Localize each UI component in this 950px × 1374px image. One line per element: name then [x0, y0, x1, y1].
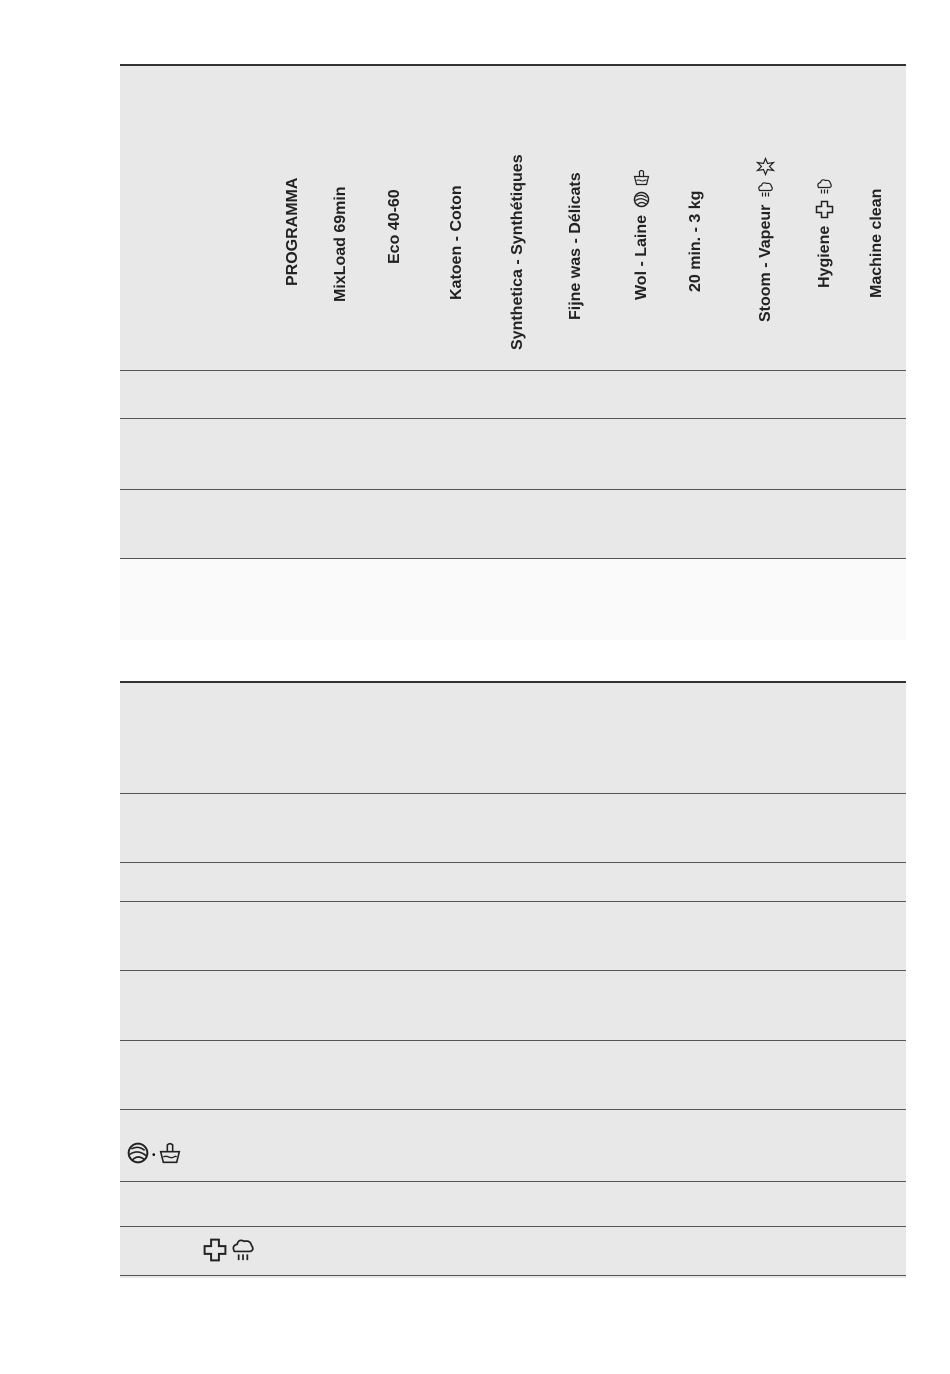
- header-programma: [284, 178, 302, 286]
- program-wol: [630, 171, 653, 300]
- row-divider: [120, 418, 906, 419]
- program-mixload: [332, 186, 350, 302]
- steam-cloud-icon: [757, 180, 775, 203]
- program-fijne-was: [567, 172, 585, 320]
- wool-ball-icon: [633, 190, 651, 213]
- steam-cloud-icon: [816, 177, 834, 200]
- row-divider: [120, 1226, 906, 1227]
- program-fijne-was-text: Fijne was - Délicats: [567, 172, 584, 320]
- program-options-panel: [120, 681, 906, 1278]
- row-divider: [120, 370, 906, 371]
- row-divider: [120, 1275, 906, 1276]
- program-machine-clean-text: Machine clean: [868, 188, 885, 298]
- program-20min: [687, 191, 705, 292]
- header-programma-text: PROGRAMMA: [284, 177, 301, 286]
- handwash-tub-icon: [158, 1141, 182, 1170]
- wool-ball-icon: [126, 1141, 150, 1170]
- row-divider: [120, 489, 906, 490]
- hygiene-icons: [202, 1237, 256, 1268]
- cross-plus-icon: [815, 199, 835, 224]
- table-row-empty: [120, 559, 906, 640]
- row-divider: [120, 970, 906, 971]
- steam-cloud-icon: [230, 1237, 256, 1268]
- program-hygiene: [812, 180, 837, 288]
- program-hygiene-text: Hygiene: [815, 225, 833, 288]
- row-divider: [120, 793, 906, 794]
- program-20min-text: 20 min. - 3 kg: [687, 190, 704, 292]
- program-synthetica-text: Synthetica - Synthétiques: [509, 154, 526, 350]
- program-eco-text: Eco 40-60: [386, 189, 403, 264]
- program-eco: [386, 189, 404, 264]
- program-katoen-text: Katoen - Coton: [448, 185, 465, 300]
- row-divider: [120, 862, 906, 863]
- program-synthetica: [509, 154, 527, 350]
- program-machine-clean: [868, 189, 886, 298]
- dot-separator: •: [152, 1150, 156, 1161]
- cross-plus-icon: [202, 1237, 228, 1268]
- handwash-tub-icon: [633, 168, 651, 191]
- program-wol-text: Wol - Laine: [632, 214, 650, 300]
- row-divider: [120, 901, 906, 902]
- program-katoen: [448, 185, 466, 300]
- row-divider: [120, 1040, 906, 1041]
- program-stoom: [753, 159, 778, 322]
- program-stoom-text: Stoom - Vapeur: [756, 204, 774, 322]
- row-divider: [120, 1109, 906, 1110]
- program-header-panel: [120, 64, 906, 640]
- flower-icon: [756, 156, 776, 181]
- wool-handwash-icons: [126, 1141, 182, 1170]
- row-divider: [120, 1181, 906, 1182]
- program-mixload-text: MixLoad 69min: [332, 186, 349, 302]
